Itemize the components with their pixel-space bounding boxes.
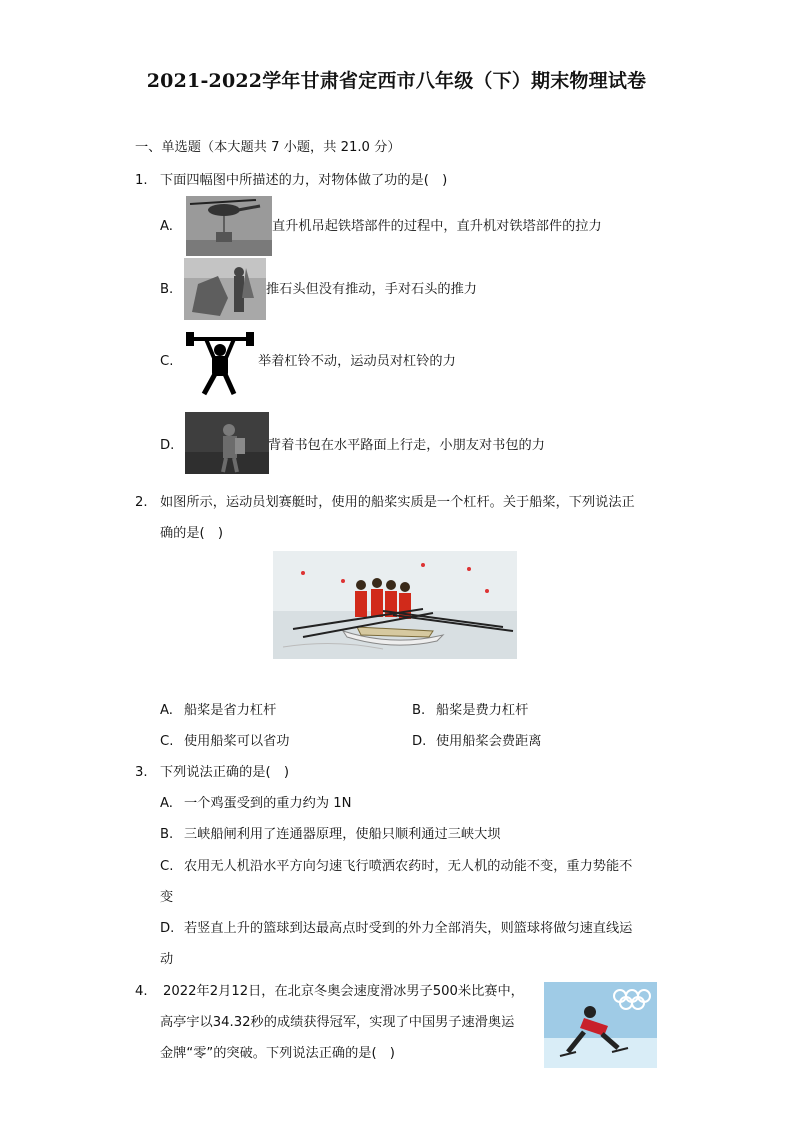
question-1-stem: 下面四幅图中所描述的力，对物体做了功的是( ) [160,173,448,188]
q3-option-d-line1: 若竖直上升的篮球到达最高点时受到的外力全部消失，则篮球将做匀速直线运 [184,921,633,936]
q1-option-a-text: 直升机吊起铁塔部件的过程中，直升机对铁塔部件的拉力 [272,219,602,234]
question-3-stem: 下列说法正确的是( ) [160,765,289,780]
q1-option-c-text: 举着杠铃不动，运动员对杠铃的力 [258,354,456,369]
speed-skater-image [544,982,657,1068]
q3-option-b-label: B. [160,827,174,842]
question-4-line2: 高亭宇以34.32秒的成绩获得冠军，实现了中国男子速滑奥运 [160,1015,515,1030]
q3-option-b-text: 三峡船闸利用了连通器原理，使船只顺利通过三峡大坝 [184,827,501,842]
q2-option-c-text: 使用船桨可以省功 [184,734,290,749]
q1-option-d-text: 背着书包在水平路面上行走，小朋友对书包的力 [268,438,545,453]
q2-option-b-label: B. [412,703,426,718]
question-4-number: 4. [135,984,148,999]
rowing-image [273,551,517,659]
push-rock-image [184,258,266,320]
question-2-stem-line1: 如图所示，运动员划赛艇时，使用的船桨实质是一个杠杆。关于船桨，下列说法正 [160,495,635,510]
q3-option-a-label: A. [160,796,173,811]
q2-option-a-label: A. [160,703,173,718]
section-heading: 一、单选题（本大题共 7 小题，共 21.0 分） [135,140,401,155]
q3-option-c-label: C. [160,859,174,874]
page-title: 2021-2022学年甘肃省定西市八年级（下）期末物理试卷 [146,70,647,92]
q1-option-b-label: B. [160,282,174,297]
q1-option-c-label: C. [160,354,174,369]
q3-option-d-label: D. [160,921,175,936]
schoolbag-image [185,412,269,474]
q2-option-c-label: C. [160,734,174,749]
question-1-number: 1. [135,173,148,188]
q2-option-d-label: D. [412,734,427,749]
question-4-line3: 金牌“零”的突破。下列说法正确的是( ) [160,1046,395,1061]
question-3-number: 3. [135,765,148,780]
question-2-number: 2. [135,495,148,510]
q2-option-a-text: 船桨是省力杠杆 [184,703,277,718]
q1-option-d-label: D. [160,438,175,453]
question-4-line1: 2022年2月12日，在北京冬奥会速度滑冰男子500米比赛中， [163,984,524,999]
q3-option-c-line1: 农用无人机沿水平方向匀速飞行喷洒农药时，无人机的动能不变，重力势能不 [184,859,633,874]
q1-option-a-label: A. [160,219,173,234]
q3-option-c-line2: 变 [160,890,174,905]
question-2-stem-line2: 确的是( ) [160,526,224,541]
q2-option-b-text: 船桨是费力杠杆 [436,703,529,718]
q2-option-d-text: 使用船桨会费距离 [436,734,542,749]
q3-option-d-line2: 动 [160,952,174,967]
q3-option-a-text: 一个鸡蛋受到的重力约为 1N [184,796,352,811]
weightlifter-image [184,326,256,398]
helicopter-image [186,196,272,256]
q1-option-b-text: 推石头但没有推动，手对石头的推力 [266,282,477,297]
